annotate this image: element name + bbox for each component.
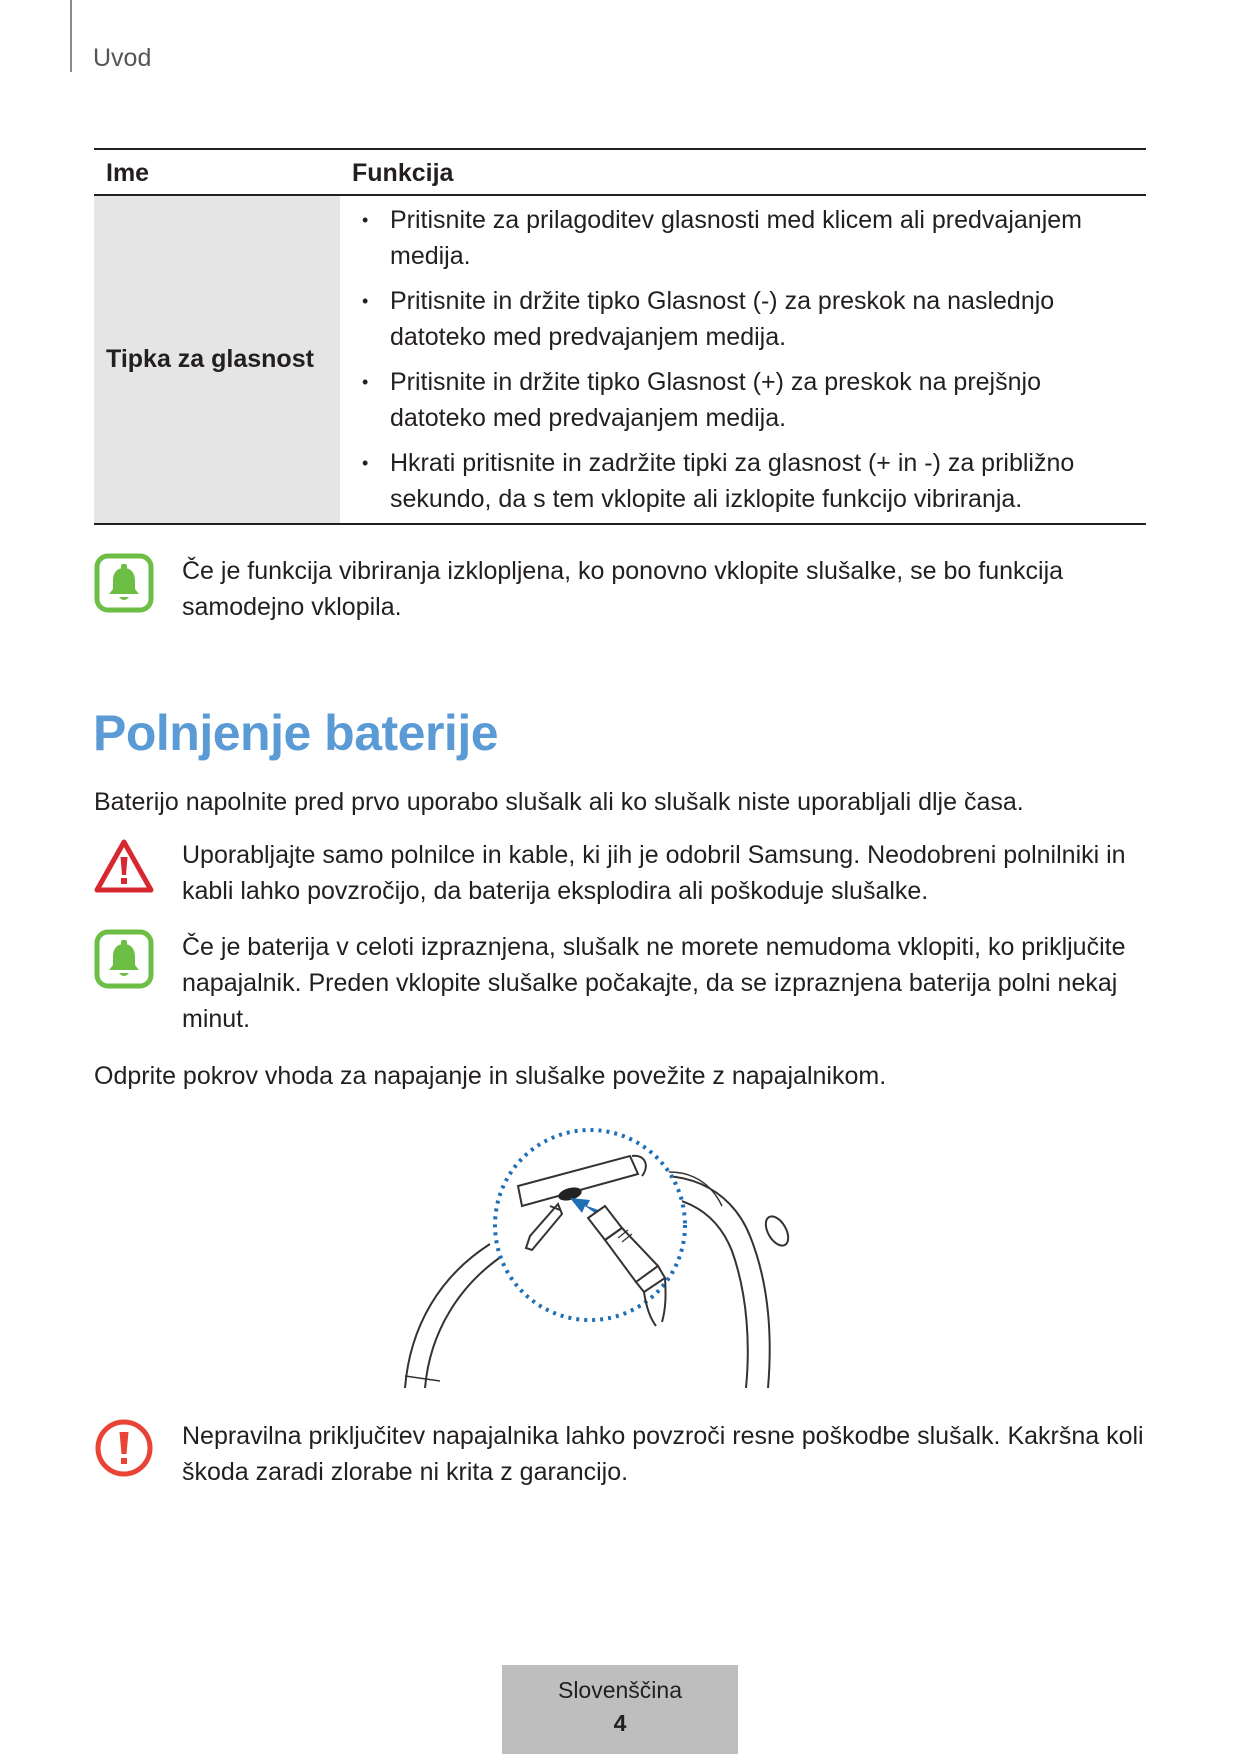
note-text: Nepravilna priključitev napajalnika lahko povzroči resne poškodbe slušalk. Kakršna koli škoda zaradi zlorabe ni krita z garancijo.: [182, 1422, 1144, 1486]
bell-icon: [94, 553, 154, 613]
function-list: [352, 202, 1134, 517]
note-warning-chargers: [94, 837, 1146, 909]
list-item: • Pritisnite in držite tipko Glasnost (+) za preskok na prejšnjo datoteko med predvajanjem medija.: [352, 364, 1134, 436]
list-item: • Pritisnite in držite tipko Glasnost (-) za preskok na naslednjo datoteko med predvajanjem medija.: [352, 283, 1134, 355]
instruction-paragraph: Odprite pokrov vhoda za napajanje in slušalke povežite z napajalnikom.: [94, 1062, 887, 1090]
footer-language: Slovenščina: [557, 1677, 683, 1703]
intro-paragraph: Baterijo napolnite pred prvo uporabo slušalk ali ko slušalk niste uporabljali dlje časa.: [94, 788, 1024, 816]
note-caution-connection: [94, 1418, 1146, 1490]
page-number: 4: [613, 1710, 627, 1736]
bullet-icon: •: [362, 372, 369, 392]
page-title: Polnjenje baterije: [93, 705, 499, 761]
header-rule: [70, 0, 72, 72]
exclamation-circle-icon: [94, 1418, 154, 1478]
note-text: Uporabljajte samo polnilce in kable, ki jih je odobril Samsung. Neodobreni polnilniki in kabli lahko povzročijo, da baterija eksplodira ali poškoduje slušalke.: [182, 841, 1126, 905]
bullet-icon: •: [362, 453, 369, 473]
bell-icon: [94, 929, 154, 989]
note-empty-battery: [94, 929, 1146, 1037]
row-functions: [340, 195, 1146, 524]
list-item: • Hkrati pritisnite in zadržite tipki za glasnost (+ in -) za približno sekundo, da s tem vklopite ali izklopite funkcijo vibriranja.: [352, 445, 1134, 517]
note-text: Če je baterija v celoti izpraznjena, slušalk ne morete nemudoma vklopiti, ko priključite napajalnik. Preden vklopite slušalke počakajte, da se izpraznjena baterija polni nekaj minut.: [182, 933, 1126, 1033]
bullet-icon: •: [362, 291, 369, 311]
list-item: • Pritisnite za prilagoditev glasnosti med klicem ali predvajanjem medija.: [352, 202, 1134, 274]
table-header-row: [94, 149, 1146, 195]
row-name: Tipka za glasnost: [94, 195, 340, 524]
column-header-function: Funkcija: [340, 149, 1146, 195]
warning-triangle-icon: [94, 837, 154, 897]
function-table: [94, 148, 1146, 525]
page-footer: [502, 1665, 738, 1754]
headset-charging-illustration: [400, 1126, 840, 1388]
section-label: Uvod: [93, 44, 152, 72]
note-vibration: [94, 553, 1146, 625]
note-text: Če je funkcija vibriranja izklopljena, ko ponovno vklopite slušalke, se bo funkcija samodejno vklopila.: [182, 557, 1064, 621]
table-row: [94, 195, 1146, 524]
column-header-name: Ime: [94, 149, 340, 195]
bullet-icon: •: [362, 210, 369, 230]
